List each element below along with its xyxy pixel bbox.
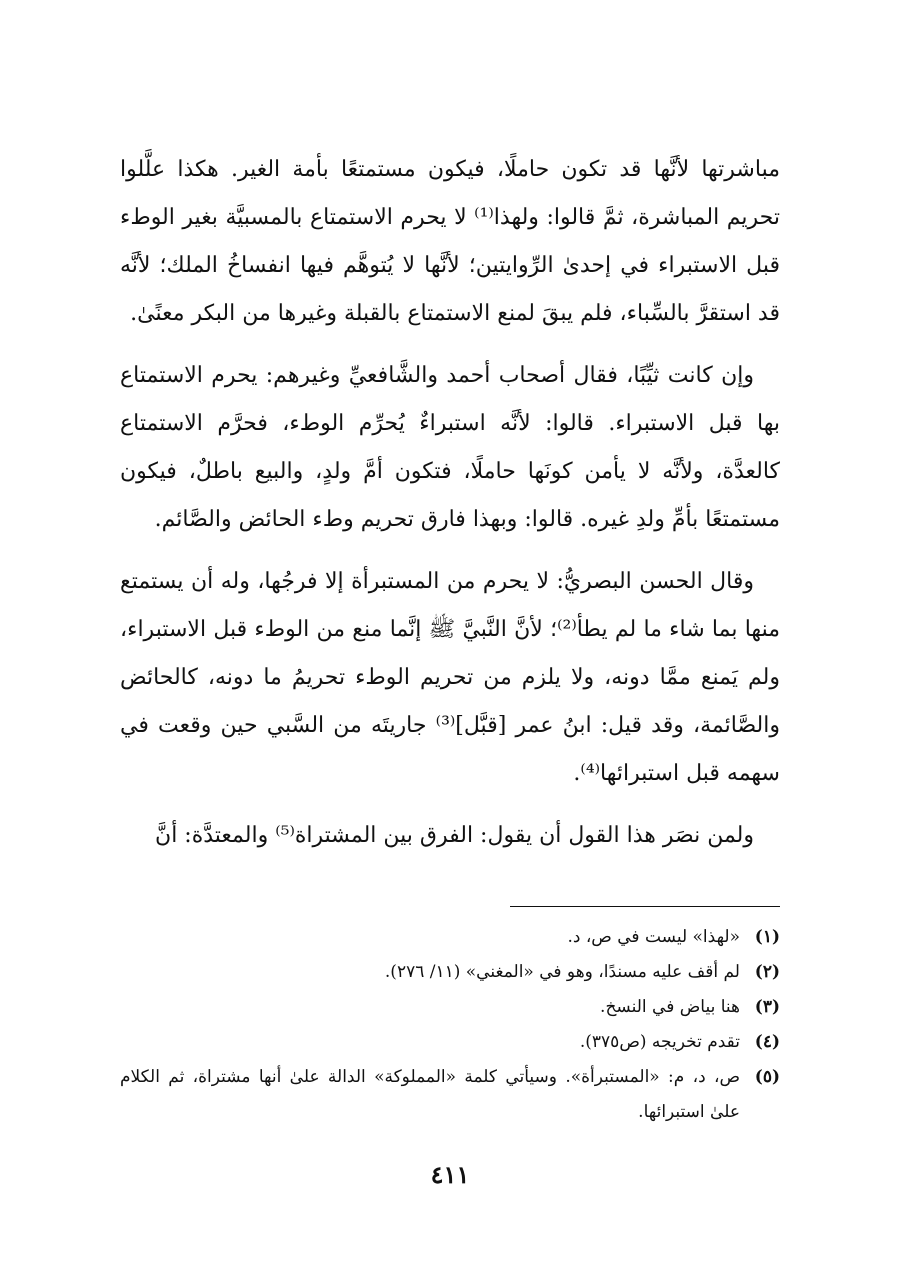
- footnote-number: (٣): [754, 997, 780, 1017]
- footnote-4: [120, 1025, 780, 1060]
- footnote-number: (٢): [754, 962, 780, 982]
- footnote-number: (٤): [754, 1032, 780, 1052]
- paragraph-1: مباشرتها لأنَّها قد تكون حاملًا، فيكون مستمتعًا بأمة الغير. هكذا علَّلوا تحريم المباشرة، ثمَّ قالوا: ولهذا⁽¹⁾ لا يحرم الاستمتاع بالمسبيَّة بغير الوطء قبل الاستبراء في إحدىٰ الرِّوايتين؛ لأنَّها لا يُتوهَّم فيها انفساخُ الملك؛ لأنَّه قد استقرَّ بالسِّباء، فلم يبقَ لمنع الاستمتاع بالقبلة وغيرها من البكر معنًىٰ.: [120, 157, 780, 326]
- paragraph-3: وقال الحسن البصريُّ: لا يحرم من المستبرأة إلا فرجُها، وله أن يستمتع منها بما شاء ما لم يطأ⁽²⁾؛ لأنَّ النَّبيَّ ﷺ إنَّما منع من الوطء قبل الاستبراء، ولم يَمنع ممَّا دونه، ولا يلزم من تحريم الوطء تحريمُ ما دونه، كالحائض والصَّائمة، وقد قيل: ابنُ عمر [قبَّل]⁽³⁾ جاريتَه من السَّبي حين وقعت في سهمه قبل استبرائها⁽⁴⁾.: [120, 569, 780, 786]
- footnote-number: (٥): [754, 1067, 780, 1087]
- footnotes-list: [120, 920, 780, 1130]
- paragraph-4: ولمن نصَر هذا القول أن يقول: الفرق بين المشتراة⁽⁵⁾ والمعتدَّة: أنَّ: [155, 823, 754, 848]
- footnote-divider: [510, 906, 780, 907]
- footnote-2: [120, 955, 780, 990]
- footnote-3: [120, 990, 780, 1025]
- footnote-text: تقدم تخريجه (ص٣٧٥).: [579, 1032, 740, 1052]
- page-number: ٤١١: [430, 1160, 470, 1189]
- footnote-number: (١): [754, 927, 780, 947]
- footnote-5: [120, 1060, 780, 1130]
- footnote-text: «لهذا» ليست في ص، د.: [567, 927, 740, 947]
- footnote-text: ص، د، م: «المستبرأة». وسيأتي كلمة «المملوكة» الدالة علىٰ أنها مشتراة، ثم الكلام علىٰ استبرائها.: [120, 1067, 740, 1122]
- footnote-text: هنا بياض في النسخ.: [600, 997, 740, 1017]
- footnote-text: لم أقف عليه مسندًا، وهو في «المغني» (١١/ ٢٧٦).: [384, 962, 740, 982]
- paragraph-2: وإن كانت ثيِّبًا، فقال أصحاب أحمد والشَّافعيِّ وغيرهم: يحرم الاستمتاع بها قبل الاستبراء. قالوا: لأنَّه استبراءٌ يُحرِّم الوطء، فحرَّم الاستمتاع كالعدَّة، ولأنَّه لا يأمن كونَها حاملًا، فتكون أمَّ ولدٍ، والبيع باطلٌ، فيكون مستمتعًا بأمِّ ولدِ غيره. قالوا: وبهذا فارق تحريم وطء الحائض والصَّائم.: [120, 363, 780, 532]
- main-text: [120, 146, 780, 874]
- footnote-1: [120, 920, 780, 955]
